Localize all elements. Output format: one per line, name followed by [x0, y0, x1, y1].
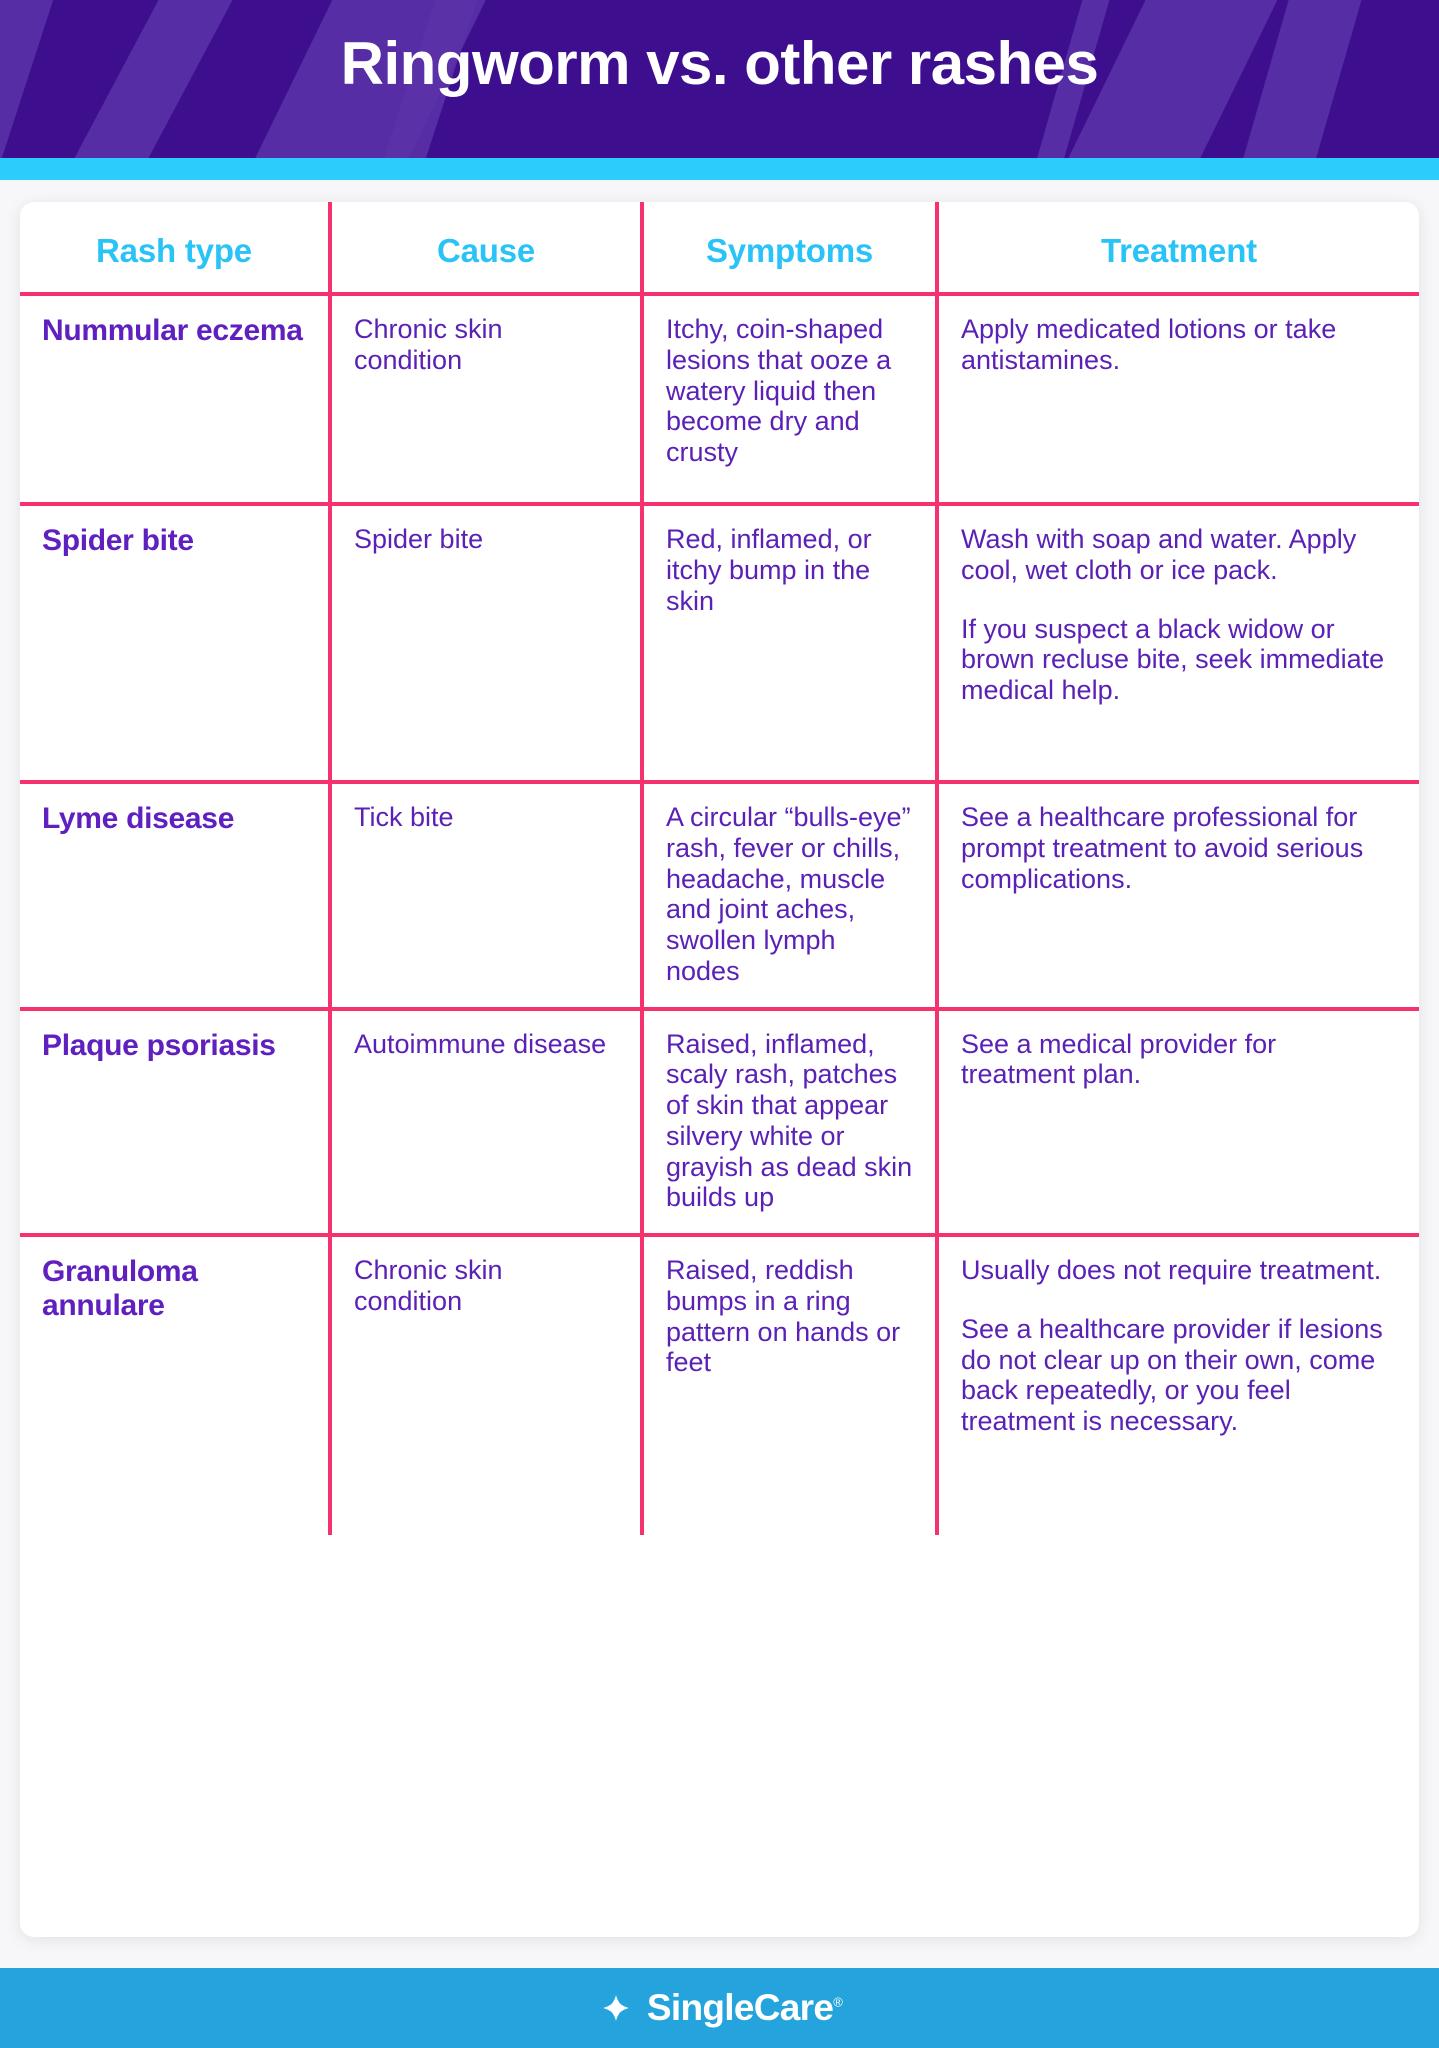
- cell-treatment: [937, 782, 1419, 1009]
- treatment-paragraph: Usually does not require treatment.: [961, 1255, 1382, 1286]
- treatment-paragraph: See a healthcare professional for prompt treatment to avoid serious complications.: [961, 802, 1364, 894]
- cell-cause: Spider bite: [330, 504, 642, 782]
- treatment-paragraph: Apply medicated lotions or take antistamines.: [961, 314, 1337, 375]
- column-header-treatment: Treatment: [937, 202, 1419, 294]
- table-row: [20, 294, 1419, 504]
- treatment-paragraph: If you suspect a black widow or brown recluse bite, seek immediate medical help.: [961, 613, 1385, 706]
- table-row: [20, 1009, 1419, 1236]
- table-header: [20, 202, 1419, 294]
- cell-cause: Tick bite: [330, 782, 642, 1009]
- cell-treatment: [937, 1235, 1419, 1535]
- page-title: Ringworm vs. other rashes: [340, 30, 1099, 97]
- cell-cause: Autoimmune disease: [330, 1009, 642, 1236]
- treatment-paragraph: See a healthcare provider if lesions do not clear up on their own, come back repeatedly, or you feel treatment is necessary.: [961, 1313, 1383, 1437]
- page-footer: [0, 1968, 1439, 2048]
- cell-symptoms: A circular “bulls-eye” rash, fever or chills, headache, muscle and joint aches, swollen lymph nodes: [642, 782, 937, 1009]
- table-header-row: [20, 202, 1419, 294]
- brand-label: SingleCare: [646, 1987, 834, 2028]
- cell-rash-type: Spider bite: [20, 504, 330, 782]
- table-row: [20, 1235, 1419, 1535]
- header-accent-bar: [0, 158, 1439, 180]
- cell-treatment: [937, 294, 1419, 504]
- comparison-card: [20, 202, 1419, 1937]
- cell-treatment: [937, 504, 1419, 782]
- treatment-paragraph: Wash with soap and water. Apply cool, wet cloth or ice pack.: [961, 524, 1357, 585]
- cell-cause: Chronic skin condition: [330, 1235, 642, 1535]
- page-header: [0, 0, 1439, 158]
- treatment-paragraph: See a medical provider for treatment plan.: [961, 1028, 1277, 1090]
- column-header-symptoms: Symptoms: [642, 202, 937, 294]
- cell-symptoms: Red, inflamed, or itchy bump in the skin: [642, 504, 937, 782]
- registered-trademark-symbol: ®: [833, 1994, 843, 2010]
- cell-symptoms: Raised, inflamed, scaly rash, patches of skin that appear silvery white or grayish as dead skin builds up: [642, 1009, 937, 1236]
- cell-rash-type: Lyme disease: [20, 782, 330, 1009]
- table-body: [20, 294, 1419, 1535]
- column-header-cause: Cause: [330, 202, 642, 294]
- cell-rash-type: Plaque psoriasis: [20, 1009, 330, 1236]
- cell-symptoms: Itchy, coin-shaped lesions that ooze a watery liquid then become dry and crusty: [642, 294, 937, 504]
- table-row: [20, 782, 1419, 1009]
- card-container: [0, 180, 1439, 1937]
- column-header-rash-type: Rash type: [20, 202, 330, 294]
- singlecare-diamond-icon: [597, 1989, 635, 2027]
- brand-name: [647, 1987, 842, 2029]
- cell-rash-type: Granuloma annulare: [42, 1255, 198, 1323]
- rash-comparison-table: [20, 202, 1419, 1535]
- cell-symptoms: Raised, reddish bumps in a ring pattern on hands or feet: [642, 1235, 937, 1535]
- cell-cause: Chronic skin condition: [330, 294, 642, 504]
- table-row: [20, 504, 1419, 782]
- cell-rash-type: Nummular eczema: [20, 294, 330, 504]
- cell-treatment: [937, 1009, 1419, 1236]
